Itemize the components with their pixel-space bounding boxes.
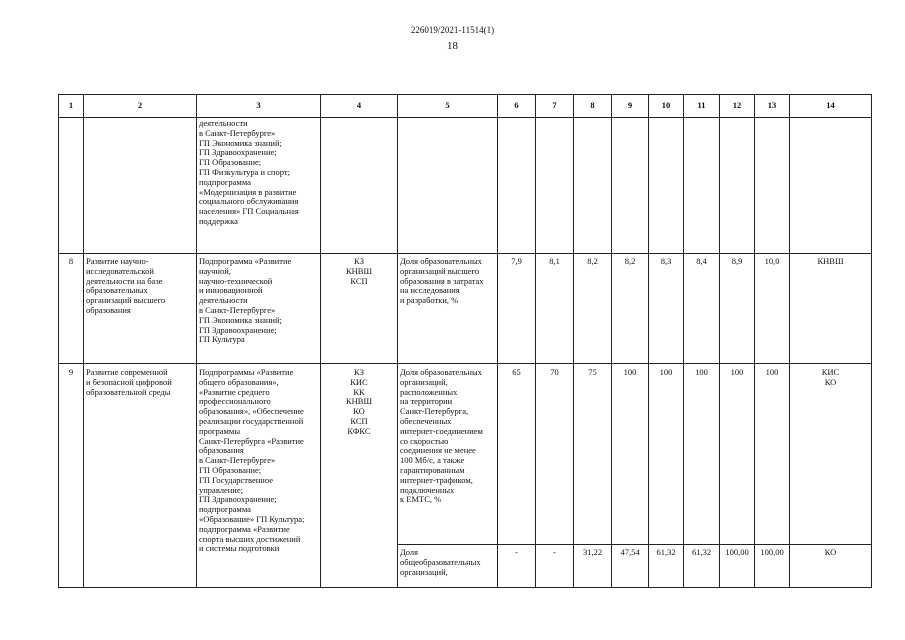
document-id: 226019/2021-11514(1) [410, 25, 495, 35]
value-cell: 7,9 [498, 254, 536, 364]
value-cell: 100 [684, 364, 720, 545]
value-cell: 8,1 [536, 254, 574, 364]
column-header: 11 [684, 95, 720, 118]
column-header: 4 [321, 95, 398, 118]
value-cell: 100,00 [720, 545, 755, 588]
column-header: 10 [649, 95, 684, 118]
programs-cell: Подпрограммы «Развитие общего образования», «Развитие среднего профессионального образования», «Обеспечение реализации государственной программы Санкт-Петербурга «Развитие образования в Санкт-Петербурге» ГП Образование; ГП Государственное управление; ГП Здравоохранение; подпрограмма «Образование» ГП Культура; подпрограмма «Развитие спорта высших достижений и системы подготовки [197, 364, 321, 588]
row-number: 8 [59, 254, 84, 364]
executors-cell: КЗ КИС КК КНВШ КО КСП КФКС [321, 364, 398, 588]
row-number: 9 [59, 364, 84, 588]
value-cell: 8,3 [649, 254, 684, 364]
responsible-cell: КО [790, 545, 872, 588]
value-cell: 31,22 [574, 545, 612, 588]
value-cell: 65 [498, 364, 536, 545]
value-cell: 61,32 [649, 545, 684, 588]
value-cell: 8,4 [684, 254, 720, 364]
column-header: 5 [398, 95, 498, 118]
column-header: 1 [59, 95, 84, 118]
column-header: 13 [755, 95, 790, 118]
value-cell: 100 [720, 364, 755, 545]
table-row [59, 254, 872, 364]
indicator-cell: Доля образовательных организаций, расположенных на территории Санкт-Петербурга, обеспеченных интернет-соединением со скоростью соединения не менее 100 Мб/с, а также гарантированным интернет-трафиком, подключенных к ЕМТС, % [398, 364, 498, 545]
value-cell: - [498, 545, 536, 588]
programs-cell: Подпрограмма «Развитие научной, научно-технической и инновационной деятельности в Санкт-Петербурге» ГП Экономика знаний; ГП Здравоохранение; ГП Культура [197, 254, 321, 364]
column-header: 7 [536, 95, 574, 118]
column-header: 9 [612, 95, 649, 118]
page-number: 18 [447, 40, 458, 52]
column-header: 14 [790, 95, 872, 118]
value-cell: 10,0 [755, 254, 790, 364]
value-cell: - [536, 545, 574, 588]
column-header: 2 [84, 95, 197, 118]
value-cell: 100,00 [755, 545, 790, 588]
value-cell: 8,2 [612, 254, 649, 364]
responsible-cell: КИС КО [790, 364, 872, 545]
value-cell: 100 [755, 364, 790, 545]
column-header: 12 [720, 95, 755, 118]
responsible-cell: КНВШ [790, 254, 872, 364]
measure-name: Развитие научно- исследовательской деятельности на базе образовательных организаций высшего образования [84, 254, 197, 364]
value-cell: 8,9 [720, 254, 755, 364]
executors-cell: КЗ КНВШ КСП [321, 254, 398, 364]
indicator-cell: Доля общеобразовательных организаций, [398, 545, 498, 588]
table-row [59, 118, 872, 254]
value-cell: 47,54 [612, 545, 649, 588]
programs-cell: деятельности в Санкт-Петербурге» ГП Экономика знаний; ГП Здравоохранение; ГП Образование; ГП Физкультура и спорт; подпрограмма «Модернизация в развитие социального обслуживания населения» ГП Социальная поддержка [197, 118, 321, 254]
column-header: 6 [498, 95, 536, 118]
column-header: 8 [574, 95, 612, 118]
value-cell: 75 [574, 364, 612, 545]
data-table [58, 94, 872, 588]
column-header: 3 [197, 95, 321, 118]
table-row [59, 364, 872, 545]
measure-name: Развитие современной и безопасной цифровой образовательной среды [84, 364, 197, 588]
value-cell: 100 [612, 364, 649, 545]
value-cell: 8,2 [574, 254, 612, 364]
value-cell: 70 [536, 364, 574, 545]
value-cell: 100 [649, 364, 684, 545]
indicator-cell: Доля образовательных организаций высшего образования в затратах на исследования и разработки, % [398, 254, 498, 364]
table-header-row [59, 95, 872, 118]
value-cell: 61,32 [684, 545, 720, 588]
